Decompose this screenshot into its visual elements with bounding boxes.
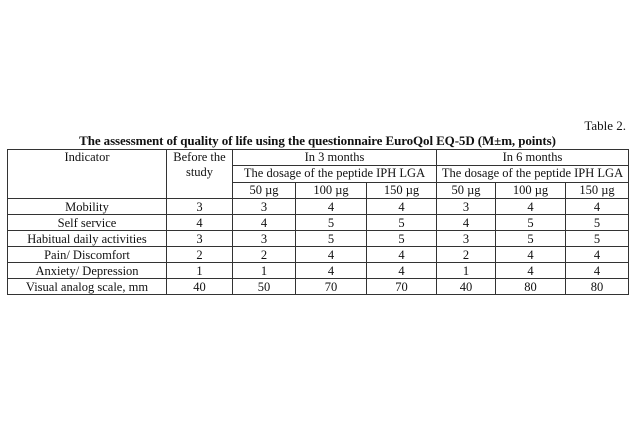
cell-6m-150: 80	[566, 279, 629, 295]
cell-6m-150: 4	[566, 247, 629, 263]
cell-6m-100: 80	[496, 279, 566, 295]
header-dosage-6-months: The dosage of the peptide IPH LGA	[437, 166, 629, 183]
cell-6m-50: 1	[437, 263, 496, 279]
cell-6m-100: 4	[496, 199, 566, 215]
cell-3m-100: 4	[296, 199, 367, 215]
table-number-label: Table 2.	[584, 118, 626, 133]
header-indicator: Indicator	[8, 150, 167, 199]
cell-6m-150: 5	[566, 215, 629, 231]
cell-6m-150: 4	[566, 263, 629, 279]
cell-before-study: 1	[167, 263, 233, 279]
cell-3m-50: 2	[233, 247, 296, 263]
table-row	[8, 279, 629, 295]
cell-3m-100: 4	[296, 247, 367, 263]
table-row	[8, 263, 629, 279]
cell-6m-50: 3	[437, 231, 496, 247]
header-dose-3m-100: 100 µg	[296, 183, 367, 199]
cell-3m-50: 3	[233, 231, 296, 247]
header-row-1	[8, 150, 629, 166]
cell-6m-150: 4	[566, 199, 629, 215]
header-dose-6m-100: 100 µg	[496, 183, 566, 199]
table-row	[8, 247, 629, 263]
header-before-study: Before the study	[167, 150, 233, 199]
table-title: The assessment of quality of life using the questionnaire EuroQol EQ-5D (M±m, points)	[79, 133, 556, 148]
header-dose-6m-150: 150 µg	[566, 183, 629, 199]
cell-6m-150: 5	[566, 231, 629, 247]
header-dose-6m-50: 50 µg	[437, 183, 496, 199]
header-in-6-months: In 6 months	[437, 150, 629, 166]
cell-6m-100: 5	[496, 231, 566, 247]
cell-3m-150: 4	[367, 199, 437, 215]
table-row	[8, 231, 629, 247]
cell-3m-50: 4	[233, 215, 296, 231]
header-dosage-3-months: The dosage of the peptide IPH LGA	[233, 166, 437, 183]
row-indicator: Mobility	[8, 199, 167, 215]
row-indicator: Habitual daily activities	[8, 231, 167, 247]
cell-3m-50: 3	[233, 199, 296, 215]
cell-3m-100: 4	[296, 263, 367, 279]
cell-3m-100: 5	[296, 215, 367, 231]
cell-6m-50: 3	[437, 199, 496, 215]
cell-6m-50: 2	[437, 247, 496, 263]
cell-3m-150: 5	[367, 215, 437, 231]
row-indicator: Pain/ Discomfort	[8, 247, 167, 263]
header-dose-3m-50: 50 µg	[233, 183, 296, 199]
cell-3m-150: 5	[367, 231, 437, 247]
cell-3m-150: 4	[367, 263, 437, 279]
cell-before-study: 4	[167, 215, 233, 231]
cell-6m-100: 5	[496, 215, 566, 231]
row-indicator: Self service	[8, 215, 167, 231]
cell-3m-50: 1	[233, 263, 296, 279]
cell-before-study: 3	[167, 231, 233, 247]
cell-before-study: 3	[167, 199, 233, 215]
header-dose-3m-150: 150 µg	[367, 183, 437, 199]
quality-of-life-table	[7, 149, 629, 295]
row-indicator: Visual analog scale, mm	[8, 279, 167, 295]
table-row	[8, 199, 629, 215]
cell-3m-50: 50	[233, 279, 296, 295]
table-row	[8, 215, 629, 231]
row-indicator: Anxiety/ Depression	[8, 263, 167, 279]
cell-3m-150: 4	[367, 247, 437, 263]
header-in-3-months: In 3 months	[233, 150, 437, 166]
cell-6m-100: 4	[496, 263, 566, 279]
cell-6m-50: 4	[437, 215, 496, 231]
cell-3m-150: 70	[367, 279, 437, 295]
cell-6m-50: 40	[437, 279, 496, 295]
cell-before-study: 40	[167, 279, 233, 295]
cell-3m-100: 5	[296, 231, 367, 247]
cell-before-study: 2	[167, 247, 233, 263]
cell-3m-100: 70	[296, 279, 367, 295]
cell-6m-100: 4	[496, 247, 566, 263]
